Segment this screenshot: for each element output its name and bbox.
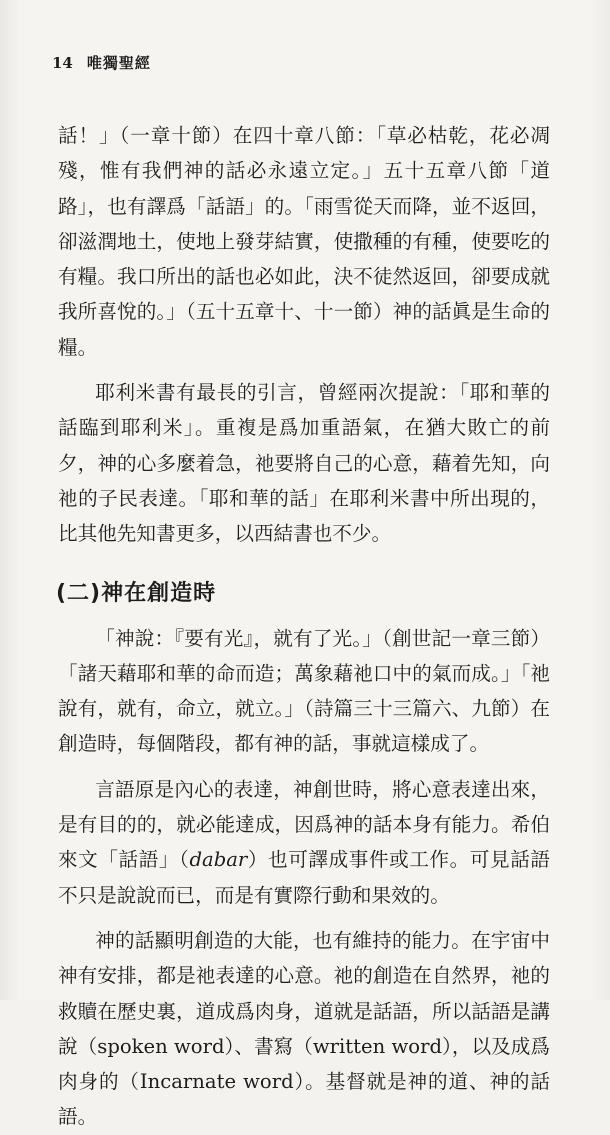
paragraph-4 [58, 772, 550, 913]
hebrew-term: dabar [189, 848, 248, 872]
paragraph-1: 話！」（一章十節）在四十章八節：「草必枯乾，花必凋殘，惟有我們神的話必永遠立定。」五十五章八節「道路」，也有譯爲「話語」的。「雨雪從天而降，並不返回，卻滋潤地土，使地上發芽結實，使撒種的有種，使要吃的有糧。我口所出的話也必如此，決不徒然返回，卻要成就我所喜悅的。」（五十五章十、十一節）神的話眞是生命的糧。 [58, 124, 550, 359]
paragraph-2: 耶利米書有最長的引言，曾經兩次提說：「耶和華的話臨到耶利米」。重複是爲加重語氣，在猶大敗亡的前夕，神的心多麼着急，祂要將自己的心意，藉着先知，向祂的子民表達。「耶和華的話」在耶利米書中所出現的，比其他先知書更多，以西結書也不少。 [58, 381, 550, 546]
page-body [58, 118, 550, 1135]
section-heading: (二)神在創造時 [56, 580, 217, 606]
book-title: 唯獨聖經 [86, 54, 151, 72]
paragraph-5: 神的話顯明創造的大能，也有維持的能力。在宇宙中神有安排，都是祂表達的心意。祂的創造在自然界，祂的救贖在歷史裏，道成爲肉身，道就是話語，所以話語是講說（spoken word）、書寫（written word），以及成爲肉身的（Incarnate word）。基督就是神的道、神的話語。 [58, 928, 550, 1129]
paragraph-3: 「神說：『要有光』，就有了光。」（創世記一章三節）「諸天藉耶和華的命而造；萬象藉祂口中的氣而成。」「祂說有，就有，命立，就立。」（詩篇三十三篇六、九節）在創造時，每個階段，都有神的話，事就這樣成了。 [58, 626, 550, 756]
running-header [52, 52, 151, 73]
paragraph-4-part-a: 言語原是內心的表達，神創世時，將心意表達出來，是有目的的，就必能達成，因爲神的話本身有能力。希伯來文「話語」（ [58, 777, 550, 872]
page-number: 14 [52, 54, 73, 72]
paragraph-4-part-b: ）也可譯成事件或工作。可見話語不只是說說而已，而是有實際行動和果效的。 [58, 848, 551, 907]
